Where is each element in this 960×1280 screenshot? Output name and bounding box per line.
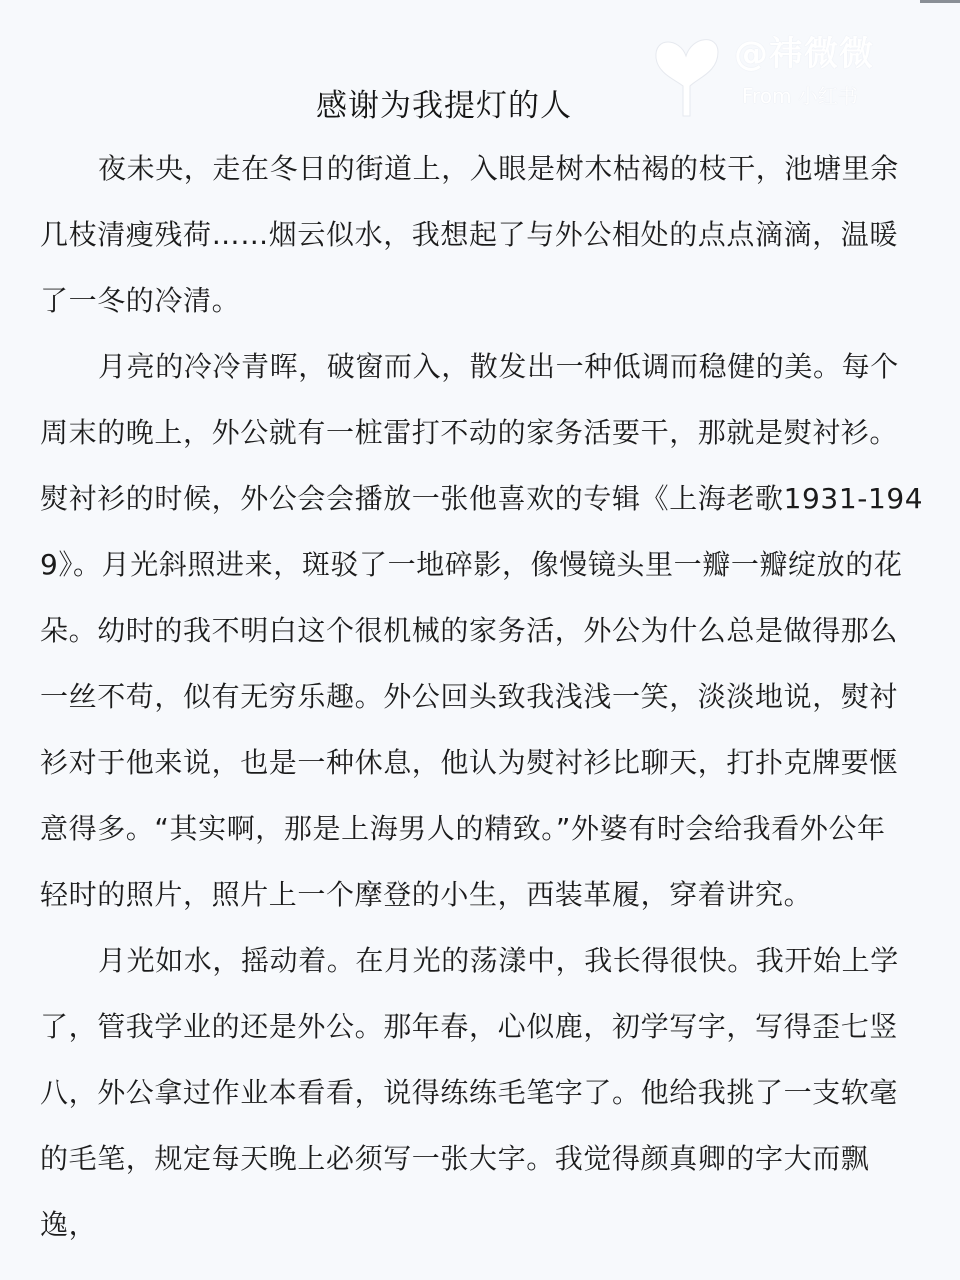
text-line: 月光如水，摇动着。在月光的荡漾中，我长得很快。我开始上学 xyxy=(98,944,899,977)
watermark-handle: @祎微微 xyxy=(734,34,874,74)
text-line: 轻时的照片，照片上一个摩登的小生，西装革履，穿着讲究。 xyxy=(40,878,813,911)
text-line: 一丝不苟，似有无穷乐趣。外公回头致我浅浅一笑，淡淡地说，熨衬 xyxy=(40,680,899,713)
text-line: 几枝清瘦残荷……烟云似水，我想起了与外公相处的点点滴滴，温暖 xyxy=(40,218,899,251)
text-line: 夜未央，走在冬日的街道上，入眼是树木枯褐的枝干，池塘里余 xyxy=(98,152,899,185)
text-line: 朵。幼时的我不明白这个很机械的家务活，外公为什么总是做得那么 xyxy=(40,614,899,647)
paragraph-3 xyxy=(40,932,920,1262)
text-line: 逸， xyxy=(40,1208,98,1241)
text-line: 衫对于他来说，也是一种休息，他认为熨衬衫比聊天，打扑克牌要惬 xyxy=(40,746,899,779)
text-line: 了一冬的冷清。 xyxy=(40,284,241,317)
document-body xyxy=(40,140,924,1262)
corner-edge-mark xyxy=(920,0,960,3)
paragraph-2 xyxy=(40,338,924,932)
text-line: 了，管我学业的还是外公。那年春，心似鹿，初学写字，写得歪七竖 xyxy=(40,1010,899,1043)
watermark-source: From 小红书 xyxy=(742,84,858,108)
paragraph-1 xyxy=(40,140,920,338)
text-line: 的毛笔，规定每天晚上必须写一张大字。我觉得颜真卿的字大而飘 xyxy=(40,1142,870,1175)
text-line: 周末的晚上，外公就有一桩雷打不动的家务活要干，那就是熨衬衫。 xyxy=(40,416,899,449)
text-line: 9》。月光斜照进来，斑驳了一地碎影，像慢镜头里一瓣一瓣绽放的花 xyxy=(40,548,903,581)
text-line: 熨衬衫的时候，外公会会播放一张他喜欢的专辑《上海老歌1931-194 xyxy=(40,482,924,515)
text-line: 意得多。“其实啊，那是上海男人的精致。”外婆有时会给我看外公年 xyxy=(40,812,886,845)
text-line: 月亮的冷冷青晖，破窗而入，散发出一种低调而稳健的美。每个 xyxy=(98,350,899,383)
text-line: 八，外公拿过作业本看看，说得练练毛笔字了。他给我挑了一支软毫 xyxy=(40,1076,899,1109)
document-title: 感谢为我提灯的人 xyxy=(316,88,572,124)
